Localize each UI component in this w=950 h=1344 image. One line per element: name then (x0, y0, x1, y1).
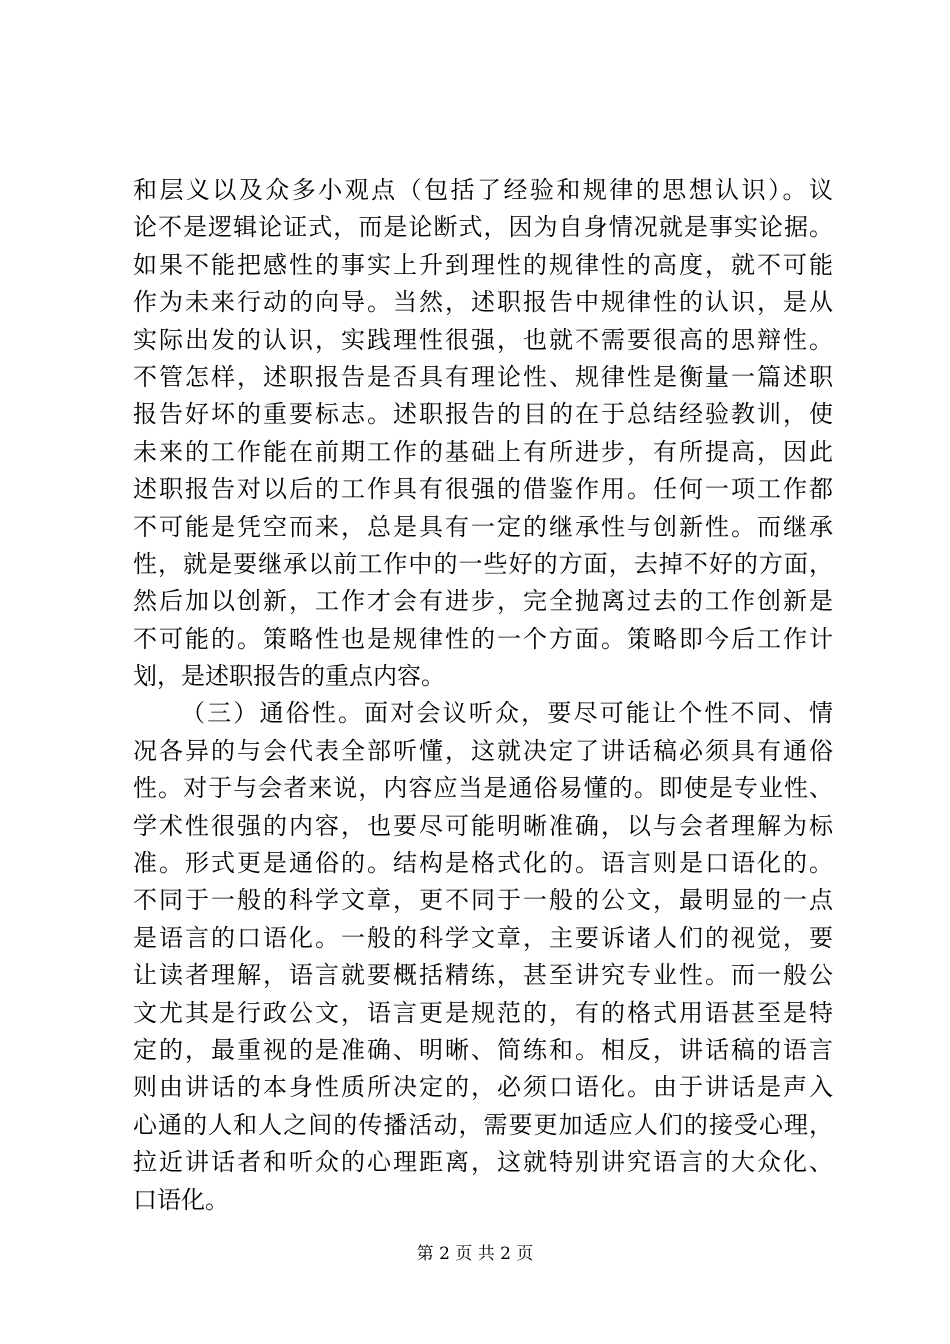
text-line: 学术性很强的内容，也要尽可能明晰准确，以与会者理解为标 (133, 811, 833, 840)
body-text (133, 172, 833, 1219)
text-line: 不管怎样，述职报告是否具有理论性、规律性是衡量一篇述职 (133, 362, 833, 391)
text-line: 准。形式更是通俗的。结构是格式化的。语言则是口语化的。 (133, 849, 833, 878)
text-line: 心通的人和人之间的传播活动，需要更加适应人们的接受心理， (133, 1110, 833, 1139)
text-line: 划，是述职报告的重点内容。 (133, 662, 445, 691)
text-line: 实际出发的认识，实践理性很强，也就不需要很高的思辩性。 (133, 325, 833, 354)
text-line: 口语化。 (133, 1185, 229, 1214)
text-line: 是语言的口语化。一般的科学文章，主要诉诸人们的视觉，要 (133, 923, 833, 952)
text-line: 不同于一般的科学文章，更不同于一般的公文，最明显的一点 (133, 886, 833, 915)
text-line: 然后加以创新，工作才会有进步，完全抛离过去的工作创新是 (133, 587, 833, 616)
text-line: 报告好坏的重要标志。述职报告的目的在于总结经验教训，使 (133, 400, 833, 429)
text-line: 论不是逻辑论证式，而是论断式，因为自身情况就是事实论据。 (133, 213, 833, 242)
text-line: 作为未来行动的向导。当然，述职报告中规律性的认识，是从 (133, 288, 833, 317)
page-footer (0, 1242, 950, 1266)
text-line: 未来的工作能在前期工作的基础上有所进步，有所提高，因此 (133, 437, 833, 466)
text-line: 如果不能把感性的事实上升到理性的规律性的高度，就不可能 (133, 250, 833, 279)
page-number-label: 第 2 页 共 2 页 (416, 1244, 534, 1264)
text-line: 不可能的。策略性也是规律性的一个方面。策略即今后工作计 (133, 624, 833, 653)
text-line: 让读者理解，语言就要概括精练，甚至讲究专业性。而一般公 (133, 961, 833, 990)
paragraph-2 (133, 695, 833, 1218)
text-line: 性，就是要继承以前工作中的一些好的方面，去掉不好的方面， (133, 549, 833, 578)
text-line: 况各异的与会代表全部听懂，这就决定了讲话稿必须具有通俗 (133, 736, 833, 765)
text-line: 则由讲话的本身性质所决定的，必须口语化。由于讲话是声入 (133, 1073, 833, 1102)
text-line: 拉近讲话者和听众的心理距离，这就特别讲究语言的大众化、 (133, 1148, 833, 1177)
paragraph-1 (133, 172, 833, 695)
text-line: 不可能是凭空而来，总是具有一定的继承性与创新性。而继承 (133, 512, 833, 541)
text-line: 文尤其是行政公文，语言更是规范的，有的格式用语甚至是特 (133, 998, 833, 1027)
text-line: 述职报告对以后的工作具有很强的借鉴作用。任何一项工作都 (133, 475, 833, 504)
text-line: 定的，最重视的是准确、明晰、简练和。相反，讲话稿的语言 (133, 1035, 833, 1064)
text-line: （三）通俗性。面对会议听众，要尽可能让个性不同、情 (181, 699, 833, 728)
text-line: 和层义以及众多小观点（包括了经验和规律的思想认识）。议 (133, 176, 833, 204)
text-line: 性。对于与会者来说，内容应当是通俗易懂的。即使是专业性、 (133, 774, 833, 803)
